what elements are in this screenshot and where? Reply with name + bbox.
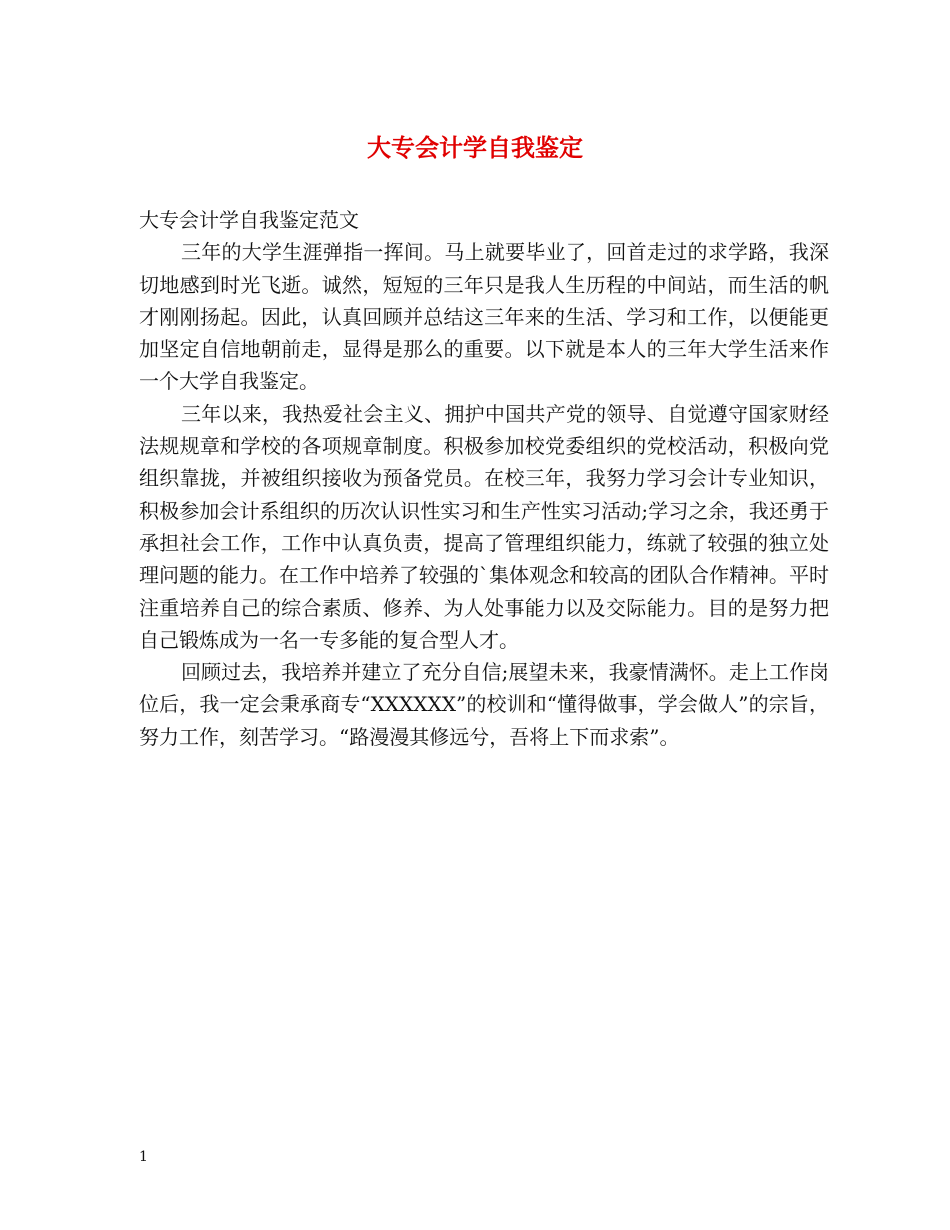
- paragraph-1: 三年的大学生涯弹指一挥间。马上就要毕业了，回首走过的求学路，我深切地感到时光飞逝。诚然，短短的三年只是我人生历程的中间站，而生活的帆才刚刚扬起。因此，认真回顾并总结这三年来的生活、学习和工作，以便能更加坚定自信地朝前走，显得是那么的重要。以下就是本人的三年大学生活来作一个大学自我鉴定。: [139, 240, 829, 394]
- document-subtitle: 大专会计学自我鉴定范文: [139, 208, 359, 232]
- page-number: 1: [139, 1149, 148, 1165]
- document-title: 大专会计学自我鉴定: [367, 133, 583, 162]
- document-body: [139, 204, 829, 753]
- paragraph-3: 回顾过去，我培养并建立了充分自信;展望未来，我豪情满怀。走上工作岗位后，我一定会秉承商专“XXXXXX”的校训和“懂得做事，学会做人”的宗旨，努力工作，刻苦学习。“路漫漫其修远兮，吾将上下而求索”。: [139, 660, 829, 749]
- paragraph-2: 三年以来，我热爱社会主义、拥护中国共产党的领导、自觉遵守国家财经法规规章和学校的各项规章制度。积极参加校党委组织的党校活动，积极向党组织靠拢，并被组织接收为预备党员。在校三年，我努力学习会计专业知识，积极参加会计系组织的历次认识性实习和生产性实习活动;学习之余，我还勇于承担社会工作，工作中认真负责，提高了管理组织能力，练就了较强的独立处理问题的能力。在工作中培养了较强的`集体观念和较高的团队合作精神。平时注重培养自己的综合素质、修养、为人处事能力以及交际能力。目的是努力把自己锻炼成为一名一专多能的复合型人才。: [139, 401, 829, 652]
